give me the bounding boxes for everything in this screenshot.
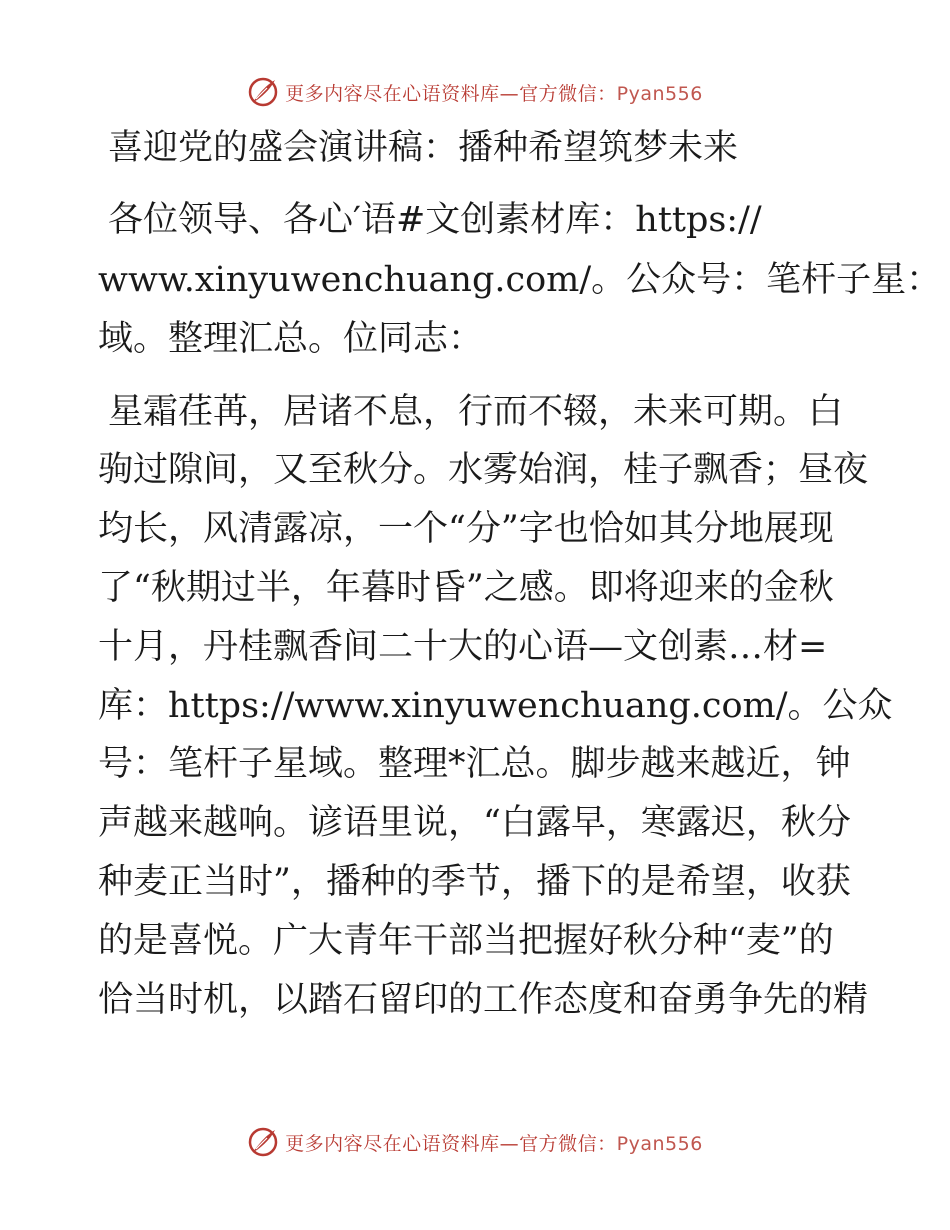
wechat-id: Pyan556 xyxy=(616,82,703,105)
quill-logo-icon xyxy=(247,1126,279,1158)
header-watermark xyxy=(0,72,950,112)
footer-watermark xyxy=(0,1122,950,1162)
body-line: 库：https://www.xinyuwenchuang.com/。公众 xyxy=(98,686,893,726)
watermark-text: 更多内容尽在心语资料库—官方微信：Pyan556 xyxy=(285,1132,703,1155)
body-line: 了“秋期过半，年暮时昏”之感。即将迎来的金秋 xyxy=(98,568,834,608)
body-line: 的是喜悦。广大青年干部当把握好秋分种“麦”的 xyxy=(98,921,834,961)
salutation-line: www.xinyuwenchuang.com/。公众号：笔杆子星： xyxy=(98,260,942,300)
body-line: 恰当时机，以踏石留印的工作态度和奋勇争先的精 xyxy=(98,980,869,1020)
body-line: 星霜荏苒，居诸不息，行而不辍，未来可期。白 xyxy=(108,392,844,432)
document-title: 喜迎党的盛会演讲稿：播种希望筑梦未来 xyxy=(108,128,739,168)
quill-logo-icon xyxy=(247,76,279,108)
watermark-text: 更多内容尽在心语资料库—官方微信：Pyan556 xyxy=(285,82,703,105)
body-line: 十月，丹桂飘香间二十大的心语—文创素…材= xyxy=(98,627,828,667)
body-line: 号：笔杆子星域。整理*汇总。脚步越来越近，钟 xyxy=(98,744,851,784)
body-line: 种麦正当时”，播种的季节，播下的是希望，收获 xyxy=(98,862,851,902)
wechat-id: Pyan556 xyxy=(616,1132,703,1155)
body-line: 驹过隙间，又至秋分。水雾始润，桂子飘香；昼夜 xyxy=(98,450,869,490)
salutation-line: 域。整理汇总。位同志： xyxy=(98,319,484,359)
body-line: 声越来越响。谚语里说，“白露早，寒露迟，秋分 xyxy=(98,803,851,843)
body-line: 均长，风清露凉，一个“分”字也恰如其分地展现 xyxy=(98,509,834,549)
salutation-line: 各位领导、各心′语#文创素材库：https:// xyxy=(108,200,762,240)
